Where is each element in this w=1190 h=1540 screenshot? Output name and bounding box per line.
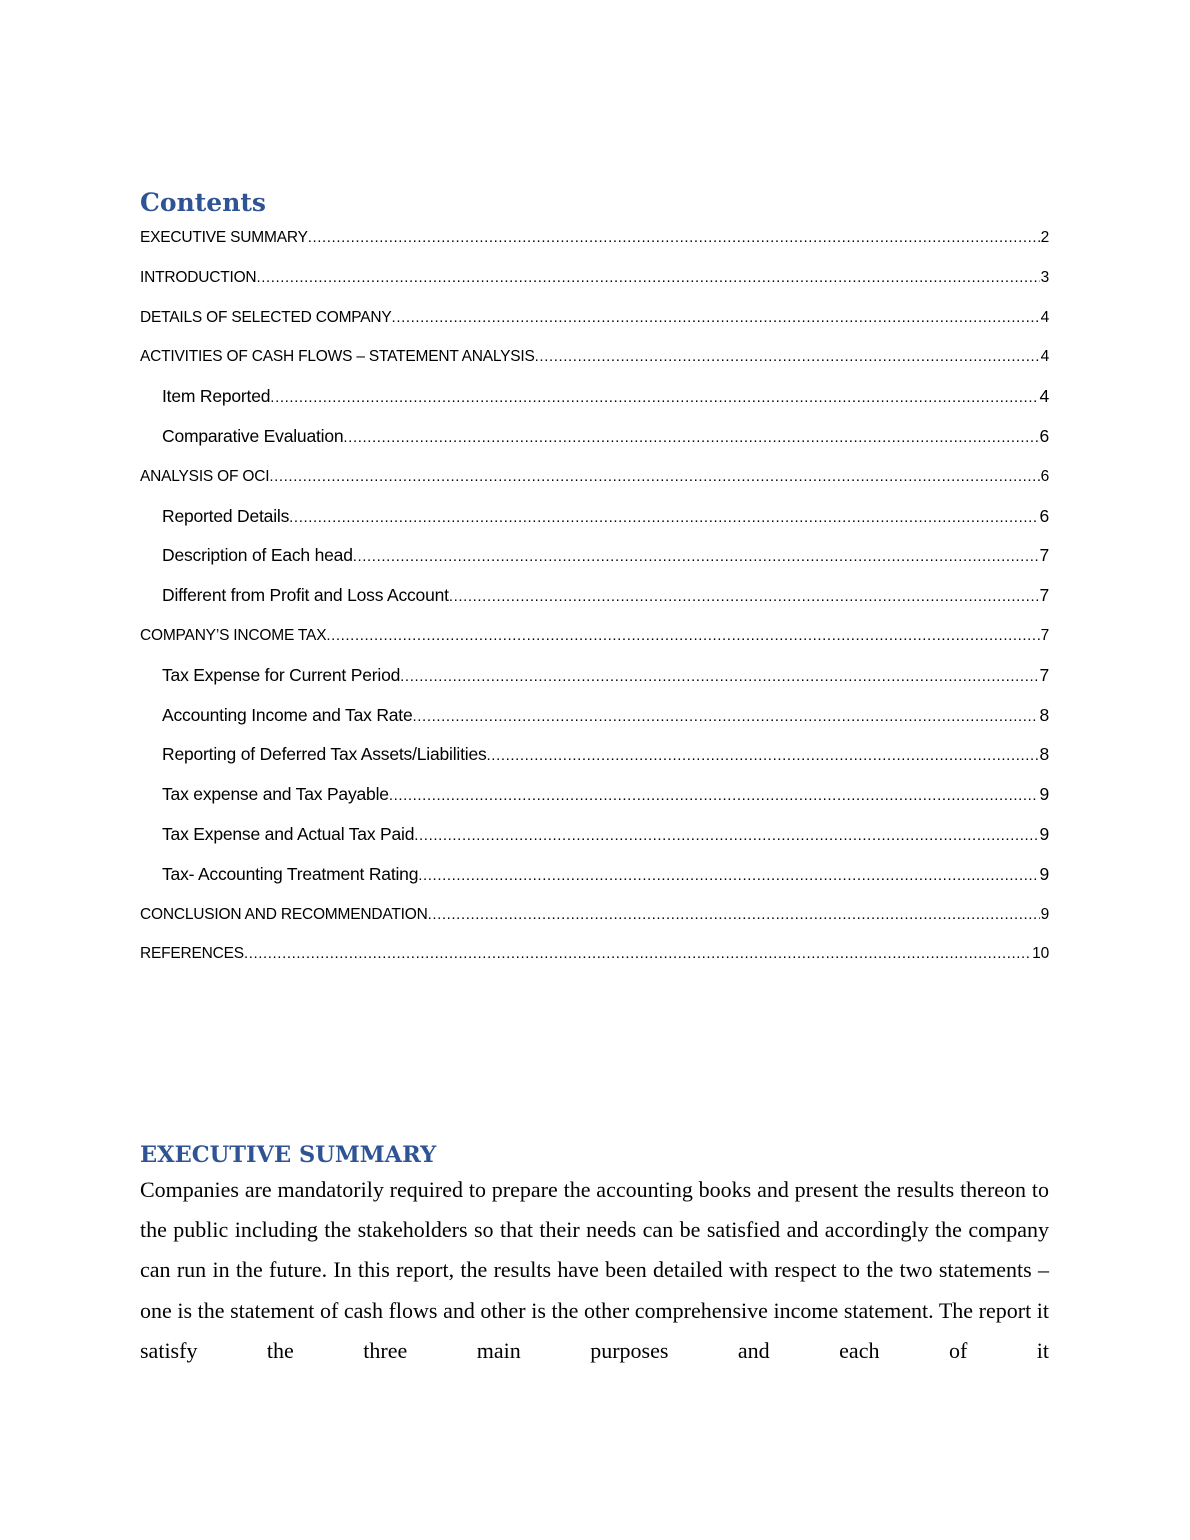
toc-entry-reporting-of-deferred-tax[interactable]: [140, 735, 1049, 775]
toc-entry-label: ACTIVITIES OF CASH FLOWS – STATEMENT ANALYSIS: [140, 348, 535, 366]
toc-leader-dots: [256, 258, 1039, 298]
toc-entry-page: 4: [1040, 308, 1049, 326]
toc-entry-label: DETAILS OF SELECTED COMPANY: [140, 308, 392, 326]
toc-title: Contents: [140, 188, 267, 217]
toc-entry-label: Reporting of Deferred Tax Assets/Liabilities: [162, 744, 487, 765]
toc-entry-details-of-selected-company[interactable]: [140, 298, 1049, 338]
toc-entry-conclusion-and-recommendation[interactable]: [140, 895, 1049, 935]
toc-leader-dots: [269, 457, 1039, 497]
toc-entry-page: 9: [1039, 784, 1049, 805]
toc-leader-dots: [487, 736, 1039, 775]
toc-entry-tax-expense-and-actual-tax-paid[interactable]: [140, 815, 1049, 855]
toc-entry-label: Accounting Income and Tax Rate: [162, 704, 413, 725]
toc-leader-dots: [289, 498, 1038, 537]
toc-entry-label: Description of Each head: [162, 545, 353, 566]
toc-leader-dots: [343, 418, 1038, 457]
toc-entry-comparative-evaluation[interactable]: [140, 417, 1049, 457]
toc-entry-page: 7: [1039, 545, 1049, 566]
toc-entry-activities-of-cash-flows[interactable]: [140, 337, 1049, 377]
toc-leader-dots: [418, 856, 1038, 895]
toc-entry-tax-expense-current-period[interactable]: [140, 656, 1049, 696]
toc-leader-dots: [414, 816, 1038, 855]
toc-entry-page: 6: [1039, 505, 1049, 526]
toc-entry-label: Tax expense and Tax Payable: [162, 784, 389, 805]
toc-entry-page: 7: [1040, 626, 1049, 644]
toc-leader-dots: [308, 218, 1040, 258]
toc-entry-label: CONCLUSION AND RECOMMENDATION: [140, 905, 428, 923]
toc-entry-label: Tax Expense for Current Period: [162, 664, 401, 685]
toc-entry-label: INTRODUCTION: [140, 268, 257, 286]
toc-entry-description-of-each-head[interactable]: [140, 536, 1049, 576]
toc-entry-references[interactable]: [140, 934, 1049, 974]
toc-entry-page: 6: [1040, 467, 1049, 485]
toc-leader-dots: [244, 934, 1031, 974]
toc-entry-page: 9: [1039, 823, 1049, 844]
toc-entry-item-reported[interactable]: [140, 377, 1049, 417]
toc-leader-dots: [270, 378, 1038, 417]
toc-entry-label: Item Reported: [162, 386, 271, 407]
toc-leader-dots: [449, 577, 1039, 616]
toc-entry-page: 3: [1040, 268, 1049, 286]
toc-entry-accounting-income-and-tax-rate[interactable]: [140, 696, 1049, 736]
toc-entry-page: 9: [1039, 863, 1049, 884]
toc-leader-dots: [400, 657, 1038, 696]
toc-entry-introduction[interactable]: [140, 258, 1049, 298]
toc-entry-page: 7: [1039, 664, 1049, 685]
toc-entry-analysis-of-oci[interactable]: [140, 457, 1049, 497]
toc-entry-label: ANALYSIS OF OCI: [140, 467, 270, 485]
toc-leader-dots: [392, 298, 1040, 338]
toc-entry-tax-accounting-treatment-rating[interactable]: [140, 855, 1049, 895]
toc-entry-label: REFERENCES: [140, 945, 244, 963]
toc-entry-page: 2: [1040, 229, 1049, 246]
toc-leader-dots: [428, 895, 1040, 935]
toc-entry-page: 8: [1039, 704, 1049, 725]
toc-entry-label: Comparative Evaluation: [162, 425, 344, 446]
toc-entry-page: 6: [1039, 425, 1049, 446]
toc-entry-companys-income-tax[interactable]: [140, 616, 1049, 656]
toc-entry-label: Tax- Accounting Treatment Rating: [162, 863, 419, 884]
toc-entry-different-from-profit-and-loss[interactable]: [140, 576, 1049, 616]
toc-entry-label: Different from Profit and Loss Account: [162, 585, 449, 606]
toc-entry-page: 9: [1040, 905, 1049, 923]
toc-entry-tax-expense-and-tax-payable[interactable]: [140, 775, 1049, 815]
executive-summary-heading: EXECUTIVE SUMMARY: [140, 1142, 437, 1168]
toc-entry-reported-details[interactable]: [140, 497, 1049, 537]
toc-leader-dots: [353, 537, 1039, 576]
toc-leader-dots: [413, 697, 1039, 736]
toc-entry-page: 4: [1039, 386, 1049, 407]
toc-leader-dots: [326, 616, 1039, 656]
toc-leader-dots: [535, 337, 1040, 377]
toc-entry-label: EXECUTIVE SUMMARY: [140, 229, 308, 246]
toc-entry-page: 10: [1032, 945, 1049, 963]
toc-entry-label: COMPANY’S INCOME TAX: [140, 626, 327, 644]
toc-entry-page: 4: [1040, 348, 1049, 366]
toc-entry-executive-summary[interactable]: [140, 218, 1049, 258]
toc-entry-label: Tax Expense and Actual Tax Paid: [162, 823, 415, 844]
executive-summary-paragraph: Companies are mandatorily required to prepare the accounting books and present the results thereon to the public including the stakeholders so that their needs can be satisfied and accordingly the company can run in the future. In this report, the results have been detailed with respect to the two statements – one is the statement of cash flows and other is the other comprehensive income statement. The report it satisfy the three main purposes and each of it: [140, 1177, 1049, 1363]
toc-leader-dots: [389, 776, 1039, 815]
table-of-contents: [140, 218, 1049, 974]
toc-entry-page: 7: [1039, 585, 1049, 606]
toc-entry-label: Reported Details: [162, 505, 290, 526]
toc-entry-page: 8: [1039, 744, 1049, 765]
